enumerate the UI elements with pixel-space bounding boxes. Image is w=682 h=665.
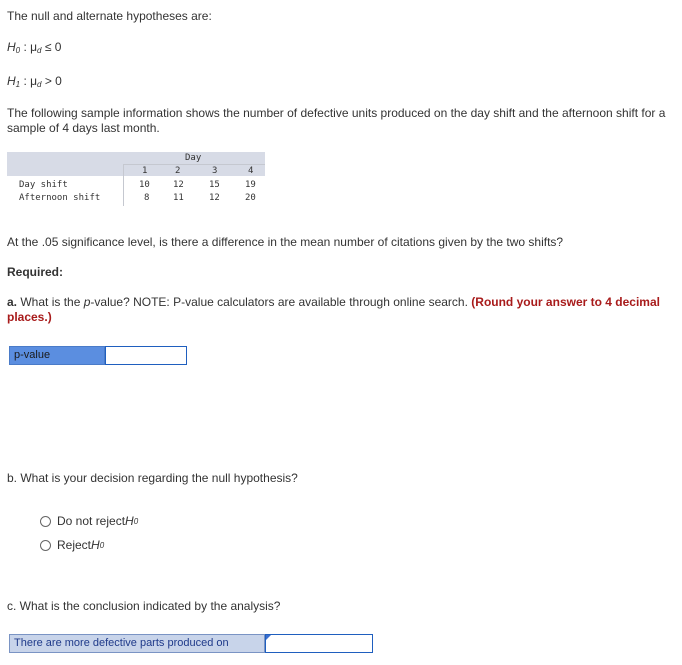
table-col-header: 3 — [212, 166, 218, 176]
alternate-hypothesis: $H_1$ : $\mu_d > 0$ — [7, 74, 62, 89]
table-divider — [123, 164, 124, 206]
table-col-header: 1 — [142, 166, 148, 176]
table-col-header: 2 — [175, 166, 181, 176]
table-cell: 12 — [173, 180, 184, 190]
part-a-prompt: a. What is the p-value? NOTE: P-value calculators are available through online search. (Round your answer to 4 decimal places.) — [7, 295, 660, 324]
required-heading: Required: — [7, 265, 64, 279]
table-col-header: 4 — [248, 166, 254, 176]
sample-description: The following sample information shows the number of defective units produced on the day shift and the afternoon shift for a sample of 4 days last month. — [7, 106, 666, 135]
radio-circle-icon[interactable] — [40, 516, 51, 527]
table-group-header: Day — [185, 153, 202, 163]
defects-table — [7, 152, 265, 208]
part-c-prompt: c. What is the conclusion indicated by the analysis? — [7, 599, 281, 613]
table-row-label: Day shift — [19, 180, 68, 190]
null-hypothesis: $H_0$ : $\mu_d \le 0$ — [7, 40, 62, 55]
table-cell: 19 — [245, 180, 256, 190]
table-cell: 15 — [209, 180, 220, 190]
radio-do-not-reject[interactable]: Do not reject H 0 — [40, 514, 138, 528]
table-cell: 12 — [209, 193, 220, 203]
round-instruction: (Round your answer to 4 decimal places.) — [7, 295, 660, 324]
intro-text: The null and alternate hypotheses are: — [7, 9, 212, 23]
part-b-prompt: b. What is your decision regarding the null hypothesis? — [7, 471, 298, 485]
table-row-label: Afternoon shift — [19, 193, 101, 203]
table-cell: 20 — [245, 193, 256, 203]
radio-circle-icon[interactable] — [40, 540, 51, 551]
radio-reject[interactable]: Reject H 0 — [40, 538, 104, 552]
question-text: At the .05 significance level, is there a difference in the mean number of citations given by the two shifts? — [7, 235, 564, 249]
pvalue-input[interactable] — [105, 346, 187, 365]
pvalue-label: p-value — [9, 346, 105, 365]
conclusion-dropdown-2[interactable] — [265, 634, 373, 653]
conclusion-dropdown[interactable]: There are more defective parts produced on — [9, 634, 265, 653]
table-cell: 8 — [144, 193, 150, 203]
table-cell: 10 — [139, 180, 150, 190]
table-divider — [123, 164, 265, 165]
table-cell: 11 — [173, 193, 184, 203]
